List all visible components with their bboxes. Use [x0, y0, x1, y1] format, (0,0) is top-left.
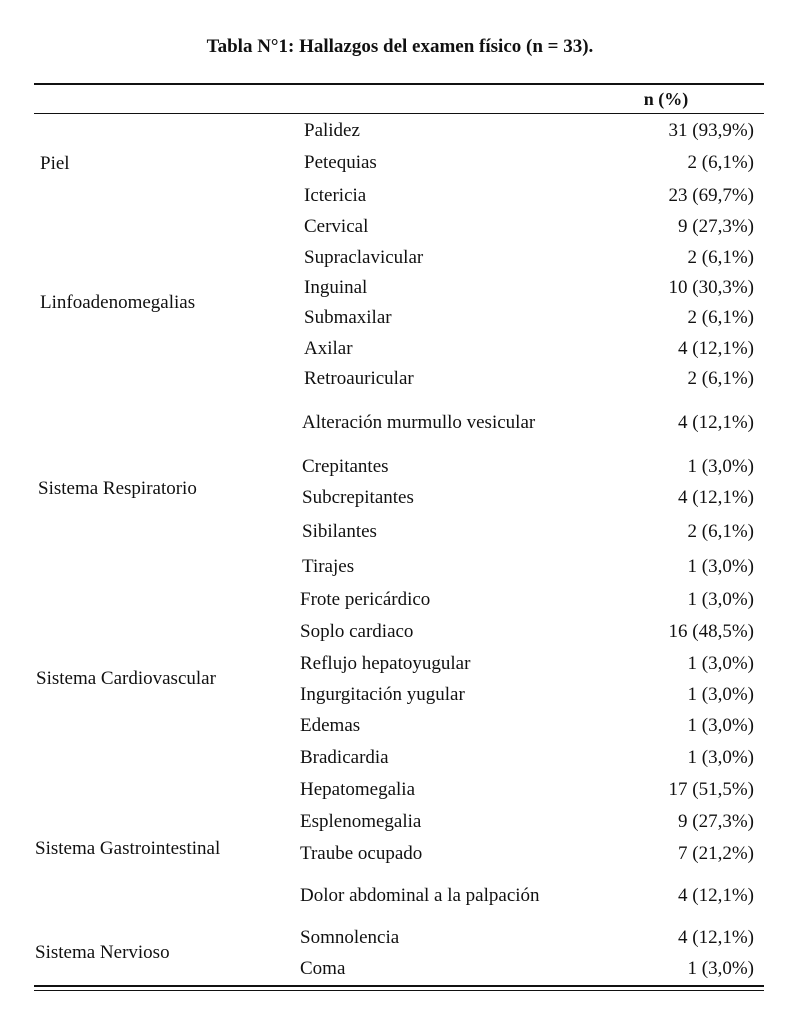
finding-value: 7 (21,2%)	[678, 843, 754, 864]
finding-name: Coma	[300, 958, 346, 979]
finding-value: 1 (3,0%)	[687, 653, 754, 674]
finding-value: 10 (30,3%)	[668, 277, 754, 298]
group-label: Linfoadenomegalias	[40, 292, 196, 313]
table-title: Tabla N°1: Hallazgos del examen físico (n = 33).	[206, 36, 594, 57]
top-rule	[34, 83, 764, 85]
finding-name: Tirajes	[302, 556, 355, 577]
finding-value: 1 (3,0%)	[687, 556, 754, 577]
finding-name: Hepatomegalia	[300, 779, 416, 800]
finding-name: Palidez	[304, 120, 360, 141]
finding-value: 1 (3,0%)	[687, 589, 754, 610]
finding-name: Crepitantes	[302, 456, 389, 477]
finding-name: Axilar	[304, 338, 353, 359]
column-header: n (%)	[643, 89, 689, 109]
finding-name: Subcrepitantes	[302, 487, 414, 508]
finding-name: Reflujo hepatoyugular	[300, 653, 471, 674]
finding-name: Supraclavicular	[304, 247, 424, 268]
finding-value: 2 (6,1%)	[687, 307, 754, 328]
finding-value: 4 (12,1%)	[678, 927, 754, 948]
finding-value: 2 (6,1%)	[687, 521, 754, 542]
finding-value: 16 (48,5%)	[668, 621, 754, 642]
finding-name: Alteración murmullo vesicular	[302, 412, 536, 433]
finding-value: 2 (6,1%)	[687, 152, 754, 173]
finding-name: Esplenomegalia	[300, 811, 422, 832]
finding-name: Petequias	[304, 152, 377, 173]
finding-value: 4 (12,1%)	[678, 338, 754, 359]
finding-value: 4 (12,1%)	[678, 885, 754, 906]
finding-value: 1 (3,0%)	[687, 684, 754, 705]
group-label: Sistema Gastrointestinal	[35, 838, 221, 859]
finding-name: Sibilantes	[302, 521, 377, 542]
finding-name: Edemas	[300, 715, 361, 736]
finding-value: 4 (12,1%)	[678, 412, 754, 433]
finding-name: Soplo cardiaco	[300, 621, 414, 642]
bottom-rule	[34, 985, 764, 987]
finding-name: Somnolencia	[300, 927, 400, 948]
finding-name: Frote pericárdico	[300, 589, 431, 610]
finding-value: 1 (3,0%)	[687, 747, 754, 768]
finding-value: 2 (6,1%)	[687, 247, 754, 268]
finding-name: Traube ocupado	[300, 843, 423, 864]
group-label: Sistema Cardiovascular	[36, 668, 216, 689]
finding-value: 17 (51,5%)	[668, 779, 754, 800]
finding-name: Submaxilar	[304, 307, 392, 328]
finding-value: 9 (27,3%)	[678, 811, 754, 832]
finding-value: 23 (69,7%)	[668, 185, 754, 206]
finding-name: Dolor abdominal a la palpación	[300, 885, 540, 906]
finding-value: 1 (3,0%)	[687, 715, 754, 736]
finding-value: 1 (3,0%)	[687, 456, 754, 477]
group-label: Sistema Nervioso	[35, 942, 170, 963]
finding-value: 1 (3,0%)	[687, 958, 754, 979]
group-label: Sistema Respiratorio	[38, 478, 197, 499]
group-label: Piel	[40, 153, 70, 174]
finding-value: 4 (12,1%)	[678, 487, 754, 508]
finding-value: 2 (6,1%)	[687, 368, 754, 389]
header-rule	[34, 113, 764, 114]
bottom-rule-thin	[34, 990, 764, 991]
finding-name: Bradicardia	[300, 747, 389, 768]
finding-name: Ictericia	[304, 185, 367, 206]
finding-name: Inguinal	[304, 277, 368, 298]
finding-name: Retroauricular	[304, 368, 414, 389]
finding-name: Cervical	[304, 216, 369, 237]
finding-value: 9 (27,3%)	[678, 216, 754, 237]
finding-name: Ingurgitación yugular	[300, 684, 465, 705]
finding-value: 31 (93,9%)	[668, 120, 754, 141]
